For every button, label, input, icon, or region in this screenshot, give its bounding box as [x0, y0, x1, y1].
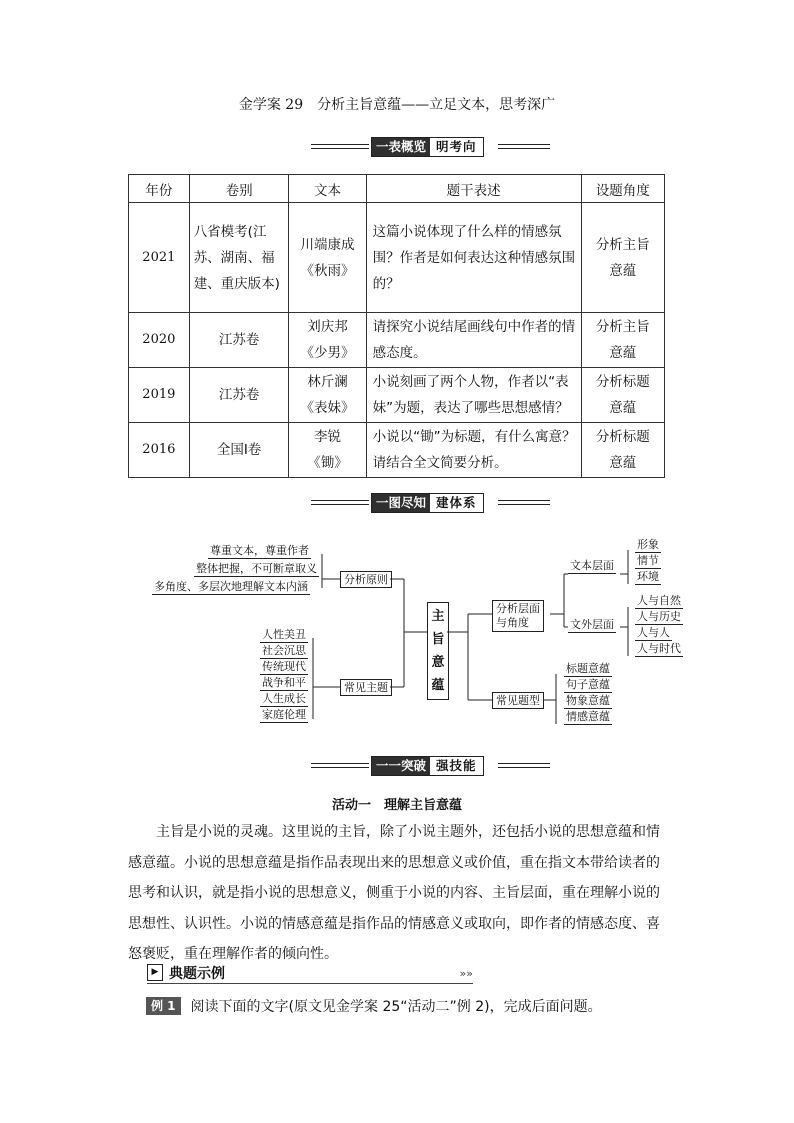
- outer-level-item: 人与历史: [637, 610, 681, 623]
- cell-year: 2020: [129, 313, 190, 368]
- banner-dark-label: 一图尽知: [372, 494, 430, 512]
- type-item: 情感意蕴: [566, 710, 610, 723]
- outer-level-item: 人与人: [637, 626, 670, 639]
- cell-angle: 分析标题意蕴: [581, 368, 664, 423]
- page-title: 金学案 29 分析主旨意蕴——立足文本，思考深广: [238, 97, 556, 113]
- banner-light-label: 明考向: [430, 138, 483, 156]
- body-paragraph: 主旨是小说的灵魂。这里说的主旨，除了小说主题外，还包括小说的思想意蕴和情感意蕴。小说的思想意蕴是指作品表现出来的思想意义或价值，重在指文本带给读者的思考和认识，就是指小说的思想意义，侧重于小说的内容、主旨层面，重在理解小说的思想性、认识性。小说的情感意蕴是指作品的情感意义或取向，即作者的情感态度、喜怒褒贬，重在理解作者的倾向性。: [128, 824, 660, 962]
- theme-item: 战争和平: [262, 676, 306, 689]
- section-banner-skills: [0, 756, 794, 776]
- cell-question: 请探究小说结尾画线句中作者的情感态度。: [366, 313, 581, 368]
- table-row: [129, 423, 665, 478]
- cell-year: 2019: [129, 368, 190, 423]
- cell-text: 李锐《锄》: [289, 423, 366, 478]
- text-level-item: 环境: [637, 570, 659, 583]
- themes-label: 常见主题: [340, 679, 392, 696]
- levels-label: [492, 600, 544, 632]
- table-header: 设题角度: [581, 175, 664, 203]
- center-char: 意: [431, 655, 445, 670]
- types-label: 常见题型: [492, 692, 544, 709]
- theme-item: 人性美丑: [262, 628, 306, 641]
- cell-year: 2016: [129, 423, 190, 478]
- chevrons-icon: »»: [459, 967, 473, 980]
- banner-dark-label: 一表概览: [372, 138, 430, 156]
- theme-item: 人生成长: [262, 692, 306, 705]
- banner-light-label: 建体系: [430, 494, 483, 512]
- cell-question: 小说以“锄”为标题，有什么寓意？请结合全文简要分析。: [366, 423, 581, 478]
- section-banner-system: [0, 493, 794, 513]
- principle-item: 整体把握，不可断章取义: [196, 562, 317, 575]
- cell-paper: 江苏卷: [189, 368, 289, 423]
- center-char: 主: [431, 609, 445, 624]
- cell-angle: 分析标题意蕴: [581, 423, 664, 478]
- table-row: [129, 203, 665, 313]
- type-item: 句子意蕴: [566, 678, 610, 691]
- play-icon: ▶: [147, 964, 163, 981]
- outer-level-item: 人与时代: [637, 642, 681, 655]
- theme-item: 家庭伦理: [262, 708, 306, 721]
- levels-label-line: 与角度: [496, 616, 529, 629]
- example-line: [146, 996, 602, 1016]
- cell-paper: 八省模考(江苏、湖南、福建、重庆版本): [189, 203, 289, 313]
- table-header: 题干表述: [366, 175, 581, 203]
- section-banner-overview: [0, 137, 794, 157]
- principle-item: 尊重文本，尊重作者: [210, 544, 309, 557]
- table-header: 文本: [289, 175, 366, 203]
- theme-item: 社会沉思: [262, 644, 306, 657]
- outer-level-item: 人与自然: [637, 594, 681, 607]
- principles-label: 分析原则: [340, 571, 392, 588]
- cell-paper: 江苏卷: [189, 313, 289, 368]
- cell-question: 小说刻画了两个人物，作者以“表妹”为题，表达了哪些思想感情？: [366, 368, 581, 423]
- theme-item: 传统现代: [262, 660, 306, 673]
- banner-light-label: 强技能: [430, 757, 483, 775]
- table-header: 卷别: [189, 175, 289, 203]
- text-level-item: 形象: [637, 538, 659, 551]
- example-section-header: [147, 963, 473, 984]
- table-row: [129, 368, 665, 423]
- cell-year: 2021: [129, 203, 190, 313]
- banner-dark-label: 一一突破: [372, 757, 430, 775]
- levels-label-line: 分析层面: [496, 602, 540, 615]
- cell-paper: 全国Ⅰ卷: [189, 423, 289, 478]
- activity-heading: 活动一 理解主旨意蕴: [331, 798, 462, 813]
- principle-item: 多角度、多层次地理解文本内涵: [154, 580, 308, 593]
- mind-map: [150, 532, 690, 732]
- center-char: 旨: [431, 632, 445, 647]
- cell-question: 这篇小说体现了什么样的情感氛围？作者是如何表达这种情感氛围的？: [366, 203, 581, 313]
- outer-level-label: 文外层面: [570, 618, 614, 631]
- cell-angle: 分析主旨意蕴: [581, 313, 664, 368]
- center-char: 蕴: [431, 678, 445, 693]
- example-text: 阅读下面的文字(原文见金学案 25“活动二”例 2)，完成后面问题。: [190, 999, 602, 1015]
- cell-text: 林斤澜《表妹》: [289, 368, 366, 423]
- center-node: [427, 602, 449, 700]
- example-section-label: 典题示例: [169, 966, 225, 982]
- cell-text: 刘庆邦《少男》: [289, 313, 366, 368]
- table-header: 年份: [129, 175, 190, 203]
- text-level-item: 情节: [637, 554, 659, 567]
- cell-angle: 分析主旨意蕴: [581, 203, 664, 313]
- type-item: 标题意蕴: [566, 662, 610, 675]
- type-item: 物象意蕴: [566, 694, 610, 707]
- example-tag: 例 1: [146, 997, 181, 1015]
- text-level-label: 文本层面: [570, 559, 614, 572]
- exam-table: [128, 174, 665, 478]
- table-header-row: [129, 175, 665, 203]
- cell-text: 川端康成《秋雨》: [289, 203, 366, 313]
- table-row: [129, 313, 665, 368]
